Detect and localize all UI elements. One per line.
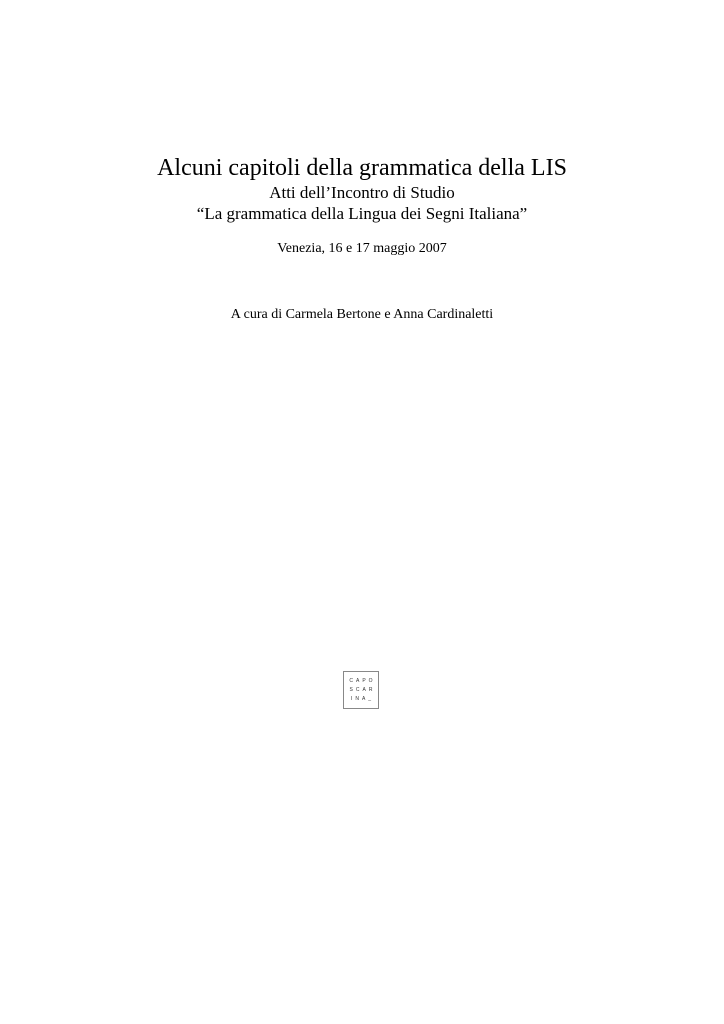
- event-date: Venezia, 16 e 17 maggio 2007: [277, 241, 447, 256]
- publisher-logo-row: SCAR: [349, 686, 376, 693]
- book-subtitle-line-2: “La grammatica della Lingua dei Segni Italiana”: [196, 204, 528, 223]
- book-title: Alcuni capitoli della grammatica della LIS: [157, 155, 567, 181]
- editors-credit: A cura di Carmela Bertone e Anna Cardinaletti: [230, 307, 494, 322]
- book-subtitle-line-1: Atti dell’Incontro di Studio: [269, 183, 455, 202]
- publisher-logo-row: INA_: [350, 695, 375, 702]
- publisher-logo-row: CAPO: [349, 677, 376, 684]
- publisher-logo: [343, 671, 379, 709]
